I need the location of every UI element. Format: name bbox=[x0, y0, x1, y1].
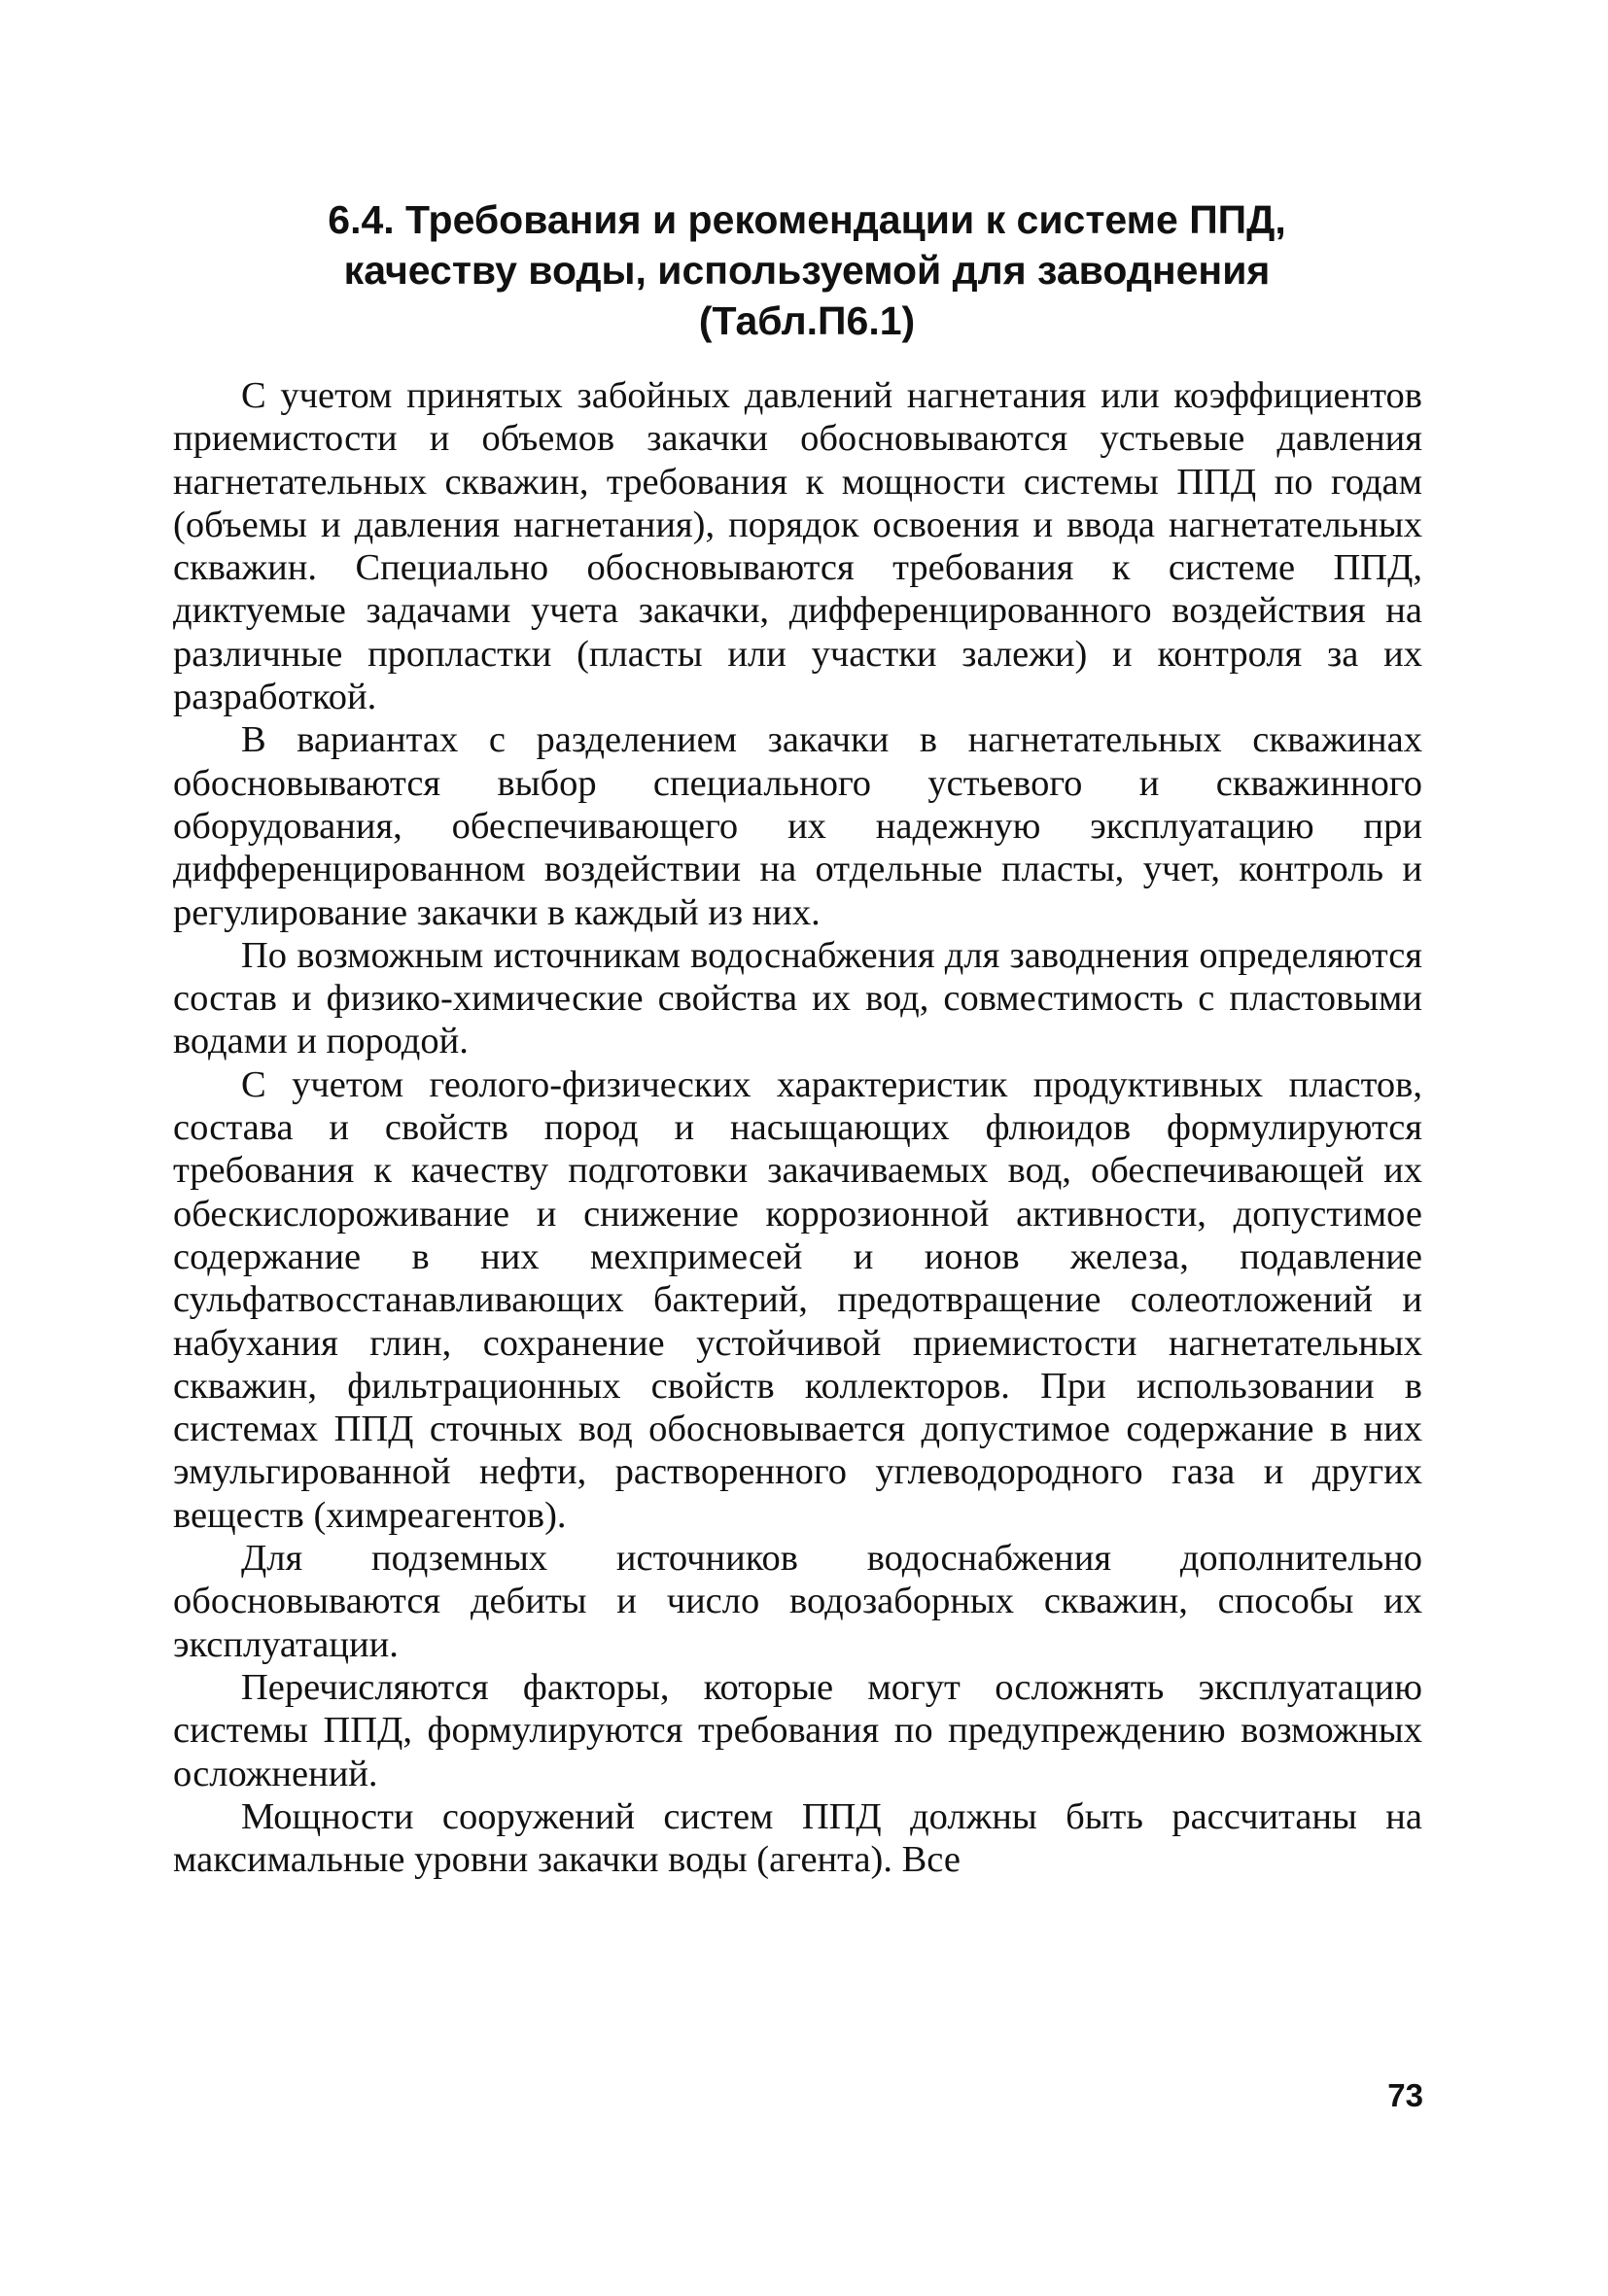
paragraph-5: Для подземных источников водоснабжения дополнительно обосновываются дебиты и число водозаборных скважин, способы их эксплуатации. bbox=[173, 1538, 1422, 1665]
paragraph-3: По возможным источникам водоснабжения для заводнения определяются состав и физико-химические свойства их вод, совместимость с пластовыми водами и породой. bbox=[173, 934, 1422, 1062]
section-heading bbox=[292, 194, 1322, 346]
section-heading-line-2: качеству воды, используемой для заводнения bbox=[343, 248, 1271, 293]
body-text bbox=[173, 374, 1422, 1881]
paragraph-2: В вариантах с разделением закачки в нагнетательных скважинах обосновываются выбор специального устьевого и скважинного оборудования, обеспечивающего их надежную эксплуатацию при дифференцированном воздействии на отдельные пласты, учет, контроль и регулирование закачки в каждый из них. bbox=[173, 719, 1422, 933]
paragraph-1: С учетом принятых забойных давлений нагнетания или коэффициентов приемистости и объемов закачки обосновываются устьевые давления нагнетательных скважин, требования к мощности системы ППД по годам (объемы и давления нагнетания), порядок освоения и ввода нагнетательных скважин. Специально обосновываются требования к системе ППД, диктуемые задачами учета закачки, дифференцированного воздействия на различные пропластки (пласты или участки залежи) и контроля за их разработкой. bbox=[173, 375, 1422, 718]
paragraph-6: Перечисляются факторы, которые могут осложнять эксплуатацию системы ППД, формулируются требования по предупреждению возможных осложнений. bbox=[173, 1666, 1422, 1794]
page-number: 73 bbox=[1387, 2077, 1423, 2113]
section-heading-line-3: (Табл.П6.1) bbox=[698, 298, 916, 343]
paragraph-4: С учетом геолого-физических характеристик продуктивных пластов, состава и свойств пород и насыщающих флюидов формулируются требования к качеству подготовки закачиваемых вод, обеспечивающей их обескислороживание и снижение коррозионной активности, допустимое содержание в них мехпримесей и ионов железа, подавление сульфатвосстанавливающих бактерий, предотвращение солеотложений и набухания глин, сохранение устойчивой приемистости нагнетательных скважин, фильтрационных свойств коллекторов. При использовании в системах ППД сточных вод обосновывается допустимое содержание в них эмульгированной нефти, растворенного углеводородного газа и других веществ (химреагентов). bbox=[173, 1063, 1422, 1536]
section-heading-line-1: 6.4. Требования и рекомендации к системе ППД, bbox=[328, 197, 1286, 242]
paragraph-7: Мощности сооружений систем ППД должны быть рассчитаны на максимальные уровни закачки воды (агента). Все bbox=[173, 1795, 1422, 1881]
